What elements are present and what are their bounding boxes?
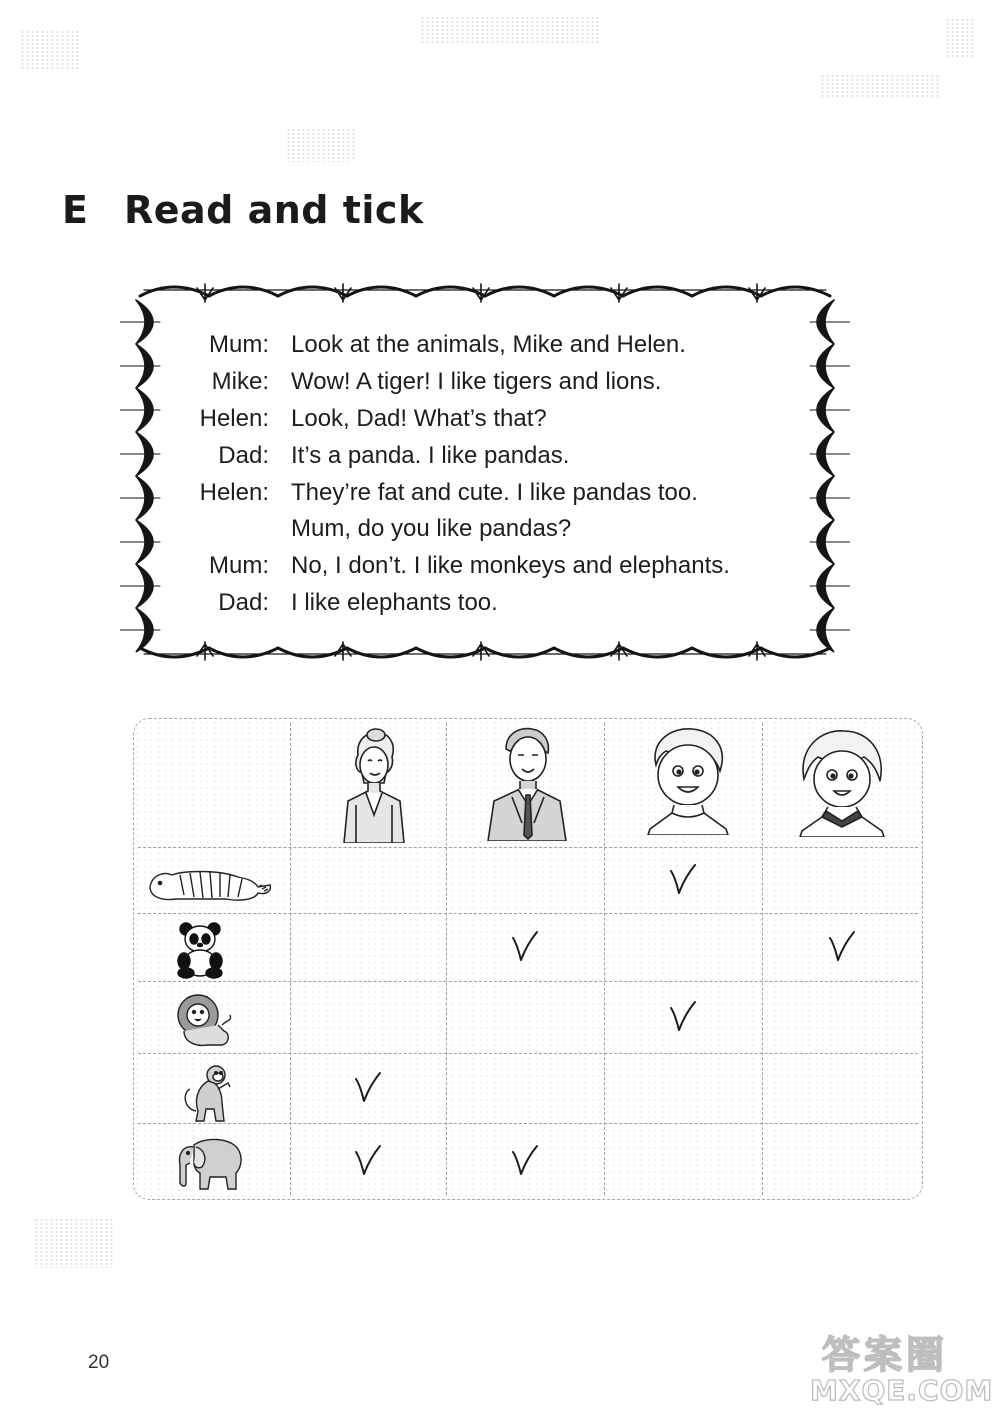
lion-icon [174,991,234,1049]
frame-ornament [197,284,213,302]
frame-ornament [335,284,351,302]
tick-table [133,718,923,1200]
speech-text: Look, Dad! What’s that? [291,404,547,432]
speech-text: No, I don’t. I like monkeys and elephants. [291,552,730,580]
dialogue-line [185,364,805,401]
frame-ornament [749,642,765,660]
column-divider [290,723,291,1195]
page-number: 20 [88,1352,110,1373]
dialogue-line [185,585,805,622]
tiger-icon [146,857,274,905]
dialogue-line [185,548,805,585]
tick-mark [352,1144,384,1178]
speaker-label: Mum: [209,552,269,580]
girl-portrait-icon [796,727,888,837]
exercise-title: Read and tick [124,188,424,232]
scan-speckle [286,128,356,162]
tick-mark [826,930,858,964]
scan-speckle [945,18,975,58]
tick-mark [509,930,541,964]
row-divider [138,847,918,848]
speaker-label: Dad: [218,588,269,616]
row-divider [138,1053,918,1054]
speaker-label: Dad: [218,441,269,469]
row-divider [138,913,918,914]
dialogue-line [185,437,805,474]
row-divider [138,1123,918,1124]
speaker-label: Helen: [199,478,269,506]
tick-mark [667,1000,699,1034]
exercise-letter: E [62,188,89,232]
watermark-glyphs: 答案圈 [822,1333,949,1377]
dialogue-line [185,327,805,364]
dialogue-line [185,511,805,548]
frame-ornament [749,284,765,302]
column-divider [446,723,447,1195]
scan-speckle [20,30,80,70]
dialogue-box [185,327,805,621]
dialogue-line [185,474,805,511]
speech-text: It’s a panda. I like pandas. [291,441,570,469]
panda-icon [172,921,228,979]
tick-mark [509,1144,541,1178]
dialogue-line [185,401,805,438]
speech-text: Look at the animals, Mike and Helen. [291,331,686,359]
monkey-icon [182,1063,236,1123]
dad-portrait-icon [482,723,572,841]
frame-ornament [473,284,489,302]
speaker-label: Helen: [199,404,269,432]
mum-portrait-icon [334,725,414,843]
frame-ornament [611,284,627,302]
watermark-site: MXQE.COM [810,1374,994,1407]
frame-ornament [611,642,627,660]
speech-text: Wow! A tiger! I like tigers and lions. [291,368,662,396]
speaker-label: Mum: [209,331,269,359]
speech-text: I like elephants too. [291,588,498,616]
frame-ornament [197,642,213,660]
watermark [808,1322,994,1408]
row-divider [138,981,918,982]
tick-mark [667,863,699,897]
speaker-label: Mike: [211,368,269,396]
elephant-icon [174,1133,246,1191]
tick-mark [352,1071,384,1105]
scan-speckle [420,16,600,44]
boy-portrait-icon [642,725,734,835]
column-divider [604,723,605,1195]
scan-speckle [820,74,940,98]
speech-text: They’re fat and cute. I like pandas too. [291,478,698,506]
frame-ornament [335,642,351,660]
scan-speckle [34,1218,114,1268]
speech-text: Mum, do you like pandas? [291,515,572,543]
exercise-heading [62,188,424,232]
column-divider [762,723,763,1195]
frame-ornament [473,642,489,660]
